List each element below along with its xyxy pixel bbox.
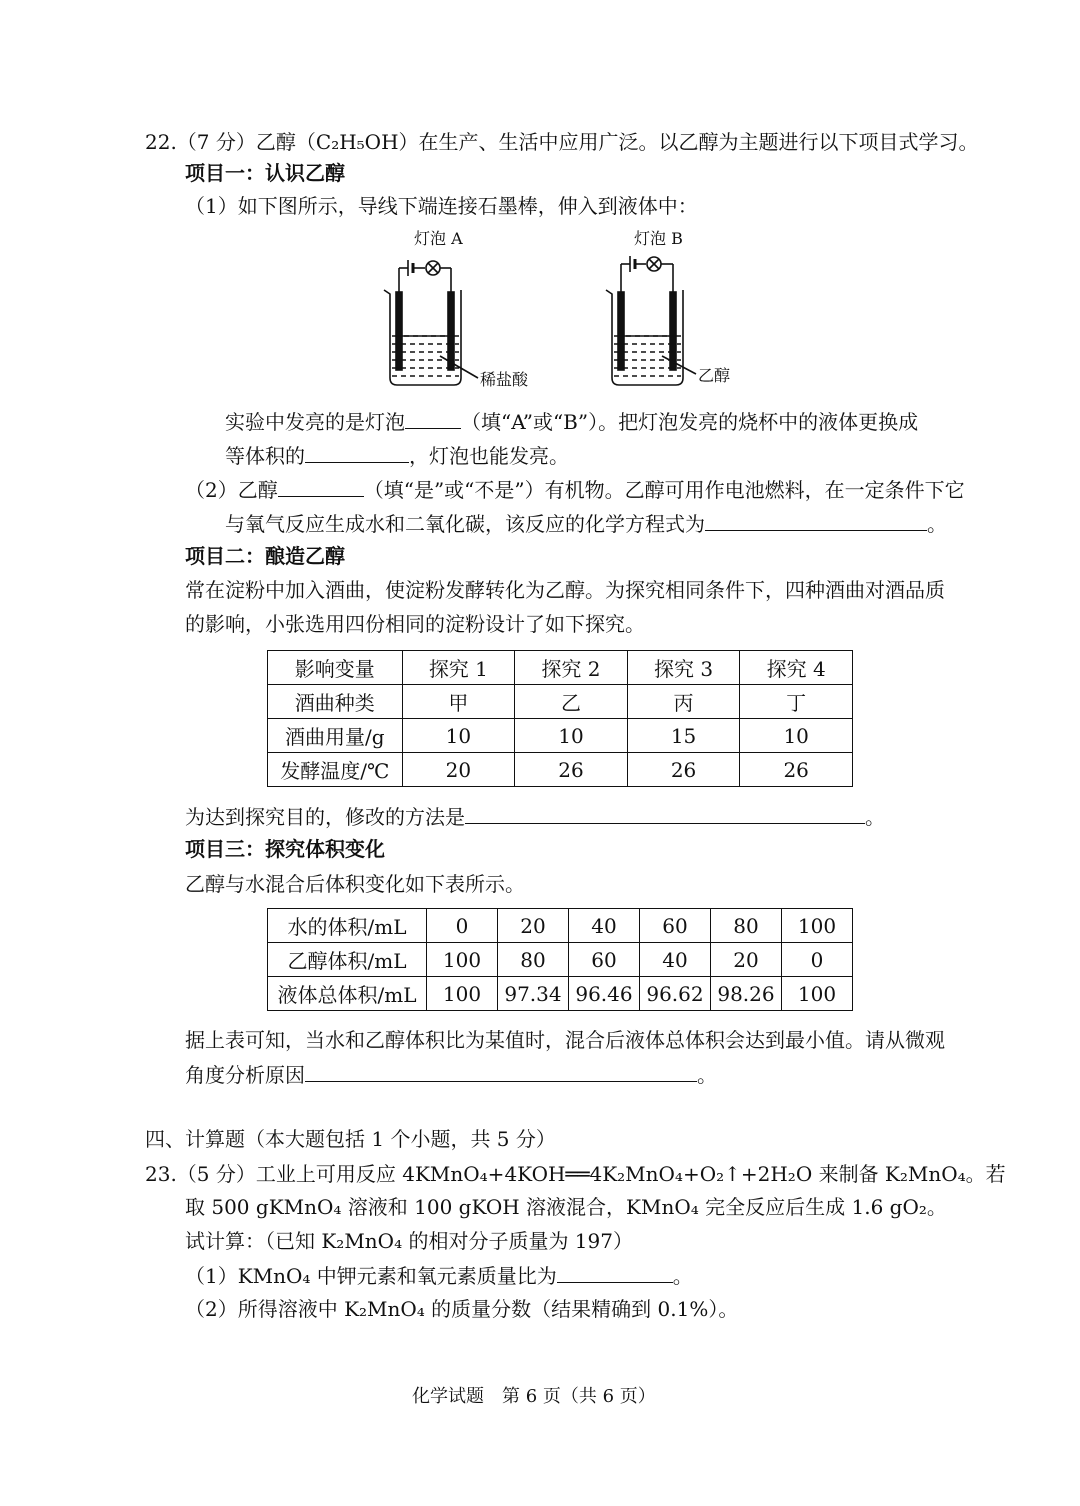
project2-text2: 的影响，小张选用四份相同的淀粉设计了如下探究。	[185, 612, 645, 636]
answer-blank-reason[interactable]	[305, 1059, 697, 1082]
table-cell: 0	[427, 909, 498, 943]
project3-question-line2	[185, 1059, 717, 1090]
table-cell: 100	[427, 943, 498, 977]
answer-blank-bulb[interactable]	[405, 406, 461, 429]
table-cell: 96.46	[569, 977, 640, 1011]
q23-line3: 试计算：（已知 K₂MnO₄ 的相对分子质量为 197）	[185, 1229, 633, 1253]
table-cell: 液体总体积/mL	[268, 977, 427, 1011]
table-header-cell: 探究 1	[402, 651, 515, 685]
table-cell: 100	[782, 909, 853, 943]
table-cell: 100	[782, 977, 853, 1011]
section4-title: 四、计算题（本大题包括 1 个小题，共 5 分）	[145, 1127, 556, 1151]
table-header-cell: 探究 3	[627, 651, 740, 685]
table-cell: 20	[711, 943, 782, 977]
table-row	[268, 977, 853, 1011]
text: 实验中发亮的是灯泡	[225, 410, 405, 434]
table-cell: 26	[740, 753, 853, 787]
q23-part2: （2）所得溶液中 K₂MnO₄ 的质量分数（结果精确到 0.1%）。	[185, 1297, 739, 1321]
project3-question-line1: 据上表可知，当水和乙醇体积比为某值时，混合后液体总体积会达到最小值。请从微观	[185, 1028, 945, 1052]
table-cell: 水的体积/mL	[268, 909, 427, 943]
project1-title: 项目一：认识乙醇	[185, 161, 345, 185]
table-header-cell: 探究 4	[740, 651, 853, 685]
table-cell: 40	[640, 943, 711, 977]
table-cell: 乙醇体积/mL	[268, 943, 427, 977]
q22-intro: 22.（7 分）乙醇（C₂H₅OH）在生产、生活中应用广泛。以乙醇为主题进行以下项目式学习。	[145, 130, 979, 154]
table-header-cell: 探究 2	[515, 651, 628, 685]
text: 。	[865, 805, 885, 829]
q23-line1: 23.（5 分）工业上可用反应 4KMnO₄+4KOH══4K₂MnO₄+O₂↑+2H₂O 来制备 K₂MnO₄。若	[145, 1162, 1006, 1186]
table-cell: 40	[569, 909, 640, 943]
page-footer: 化学试题 第 6 页（共 6 页）	[412, 1386, 656, 1407]
text: （填“A”或“B”）。把灯泡发亮的烧杯中的液体更换成	[461, 410, 919, 434]
q22-part1-line2	[225, 440, 569, 471]
bulb-a-label: 灯泡 A	[414, 229, 463, 248]
table-cell: 丙	[627, 685, 740, 719]
text: （2）乙醇	[185, 478, 278, 502]
answer-blank-equation[interactable]	[705, 508, 927, 531]
q22-part1-prompt: （1）如下图所示，导线下端连接石墨棒，伸入到液体中：	[185, 194, 698, 218]
table-cell: 20	[498, 909, 569, 943]
table-row	[268, 719, 853, 753]
volume-change-table	[267, 908, 853, 1011]
table-cell: 97.34	[498, 977, 569, 1011]
table-cell: 96.62	[640, 977, 711, 1011]
table-cell: 26	[627, 753, 740, 787]
table-cell: 20	[402, 753, 515, 787]
q23-line2: 取 500 gKMnO₄ 溶液和 100 gKOH 溶液混合，KMnO₄ 完全反应后生成 1.6 gO₂。	[185, 1195, 947, 1219]
answer-blank-liquid[interactable]	[305, 440, 409, 463]
table-cell: 10	[515, 719, 628, 753]
yeast-experiment-table	[267, 650, 853, 787]
text: 角度分析原因	[185, 1063, 305, 1087]
table-cell: 26	[515, 753, 628, 787]
project3-title: 项目三：探究体积变化	[185, 837, 385, 861]
table-cell: 0	[782, 943, 853, 977]
text: （1）KMnO₄ 中钾元素和氧元素质量比为	[185, 1264, 557, 1288]
q22-part1-line1	[225, 406, 918, 437]
text: 等体积的	[225, 444, 305, 468]
table-cell: 酒曲用量/g	[268, 719, 403, 753]
table-cell: 10	[402, 719, 515, 753]
text: 与氧气反应生成水和二氧化碳，该反应的化学方程式为	[225, 512, 705, 536]
table-cell: 发酵温度/℃	[268, 753, 403, 787]
text: （填“是”或“不是”）有机物。乙醇可用作电池燃料，在一定条件下它	[363, 478, 965, 502]
table-cell: 60	[569, 943, 640, 977]
answer-blank-mass-ratio[interactable]	[557, 1260, 673, 1283]
answer-blank-organic[interactable]	[278, 474, 364, 497]
table-cell: 甲	[402, 685, 515, 719]
ethanol-label: 乙醇	[698, 366, 731, 385]
text: 为达到探究目的，修改的方法是	[185, 805, 465, 829]
q22-part2-line1	[185, 474, 965, 505]
table-cell: 100	[427, 977, 498, 1011]
bulb-b-label: 灯泡 B	[634, 229, 683, 248]
project3-text: 乙醇与水混合后体积变化如下表所示。	[185, 872, 525, 896]
answer-blank-method[interactable]	[465, 801, 865, 824]
text: 。	[697, 1063, 717, 1087]
table-row	[268, 909, 853, 943]
table-cell: 酒曲种类	[268, 685, 403, 719]
q22-part2-line2	[225, 508, 947, 539]
table-row	[268, 753, 853, 787]
project2-question	[185, 801, 885, 832]
table-cell: 80	[711, 909, 782, 943]
table-header-cell: 影响变量	[268, 651, 403, 685]
table-cell: 丁	[740, 685, 853, 719]
table-header-row	[268, 651, 853, 685]
text: ，灯泡也能发亮。	[409, 444, 569, 468]
table-row	[268, 943, 853, 977]
table-cell: 98.26	[711, 977, 782, 1011]
table-cell: 60	[640, 909, 711, 943]
text: 。	[927, 512, 947, 536]
dilute-hcl-label: 稀盐酸	[480, 370, 529, 389]
table-cell: 乙	[515, 685, 628, 719]
table-cell: 15	[627, 719, 740, 753]
q23-part1	[185, 1260, 693, 1291]
table-cell: 80	[498, 943, 569, 977]
circuit-figure	[370, 228, 770, 398]
table-row	[268, 685, 853, 719]
text: 。	[672, 1264, 693, 1288]
project2-title: 项目二：酿造乙醇	[185, 544, 345, 568]
table-cell: 10	[740, 719, 853, 753]
project2-text1: 常在淀粉中加入酒曲，使淀粉发酵转化为乙醇。为探究相同条件下，四种酒曲对酒品质	[185, 578, 945, 602]
